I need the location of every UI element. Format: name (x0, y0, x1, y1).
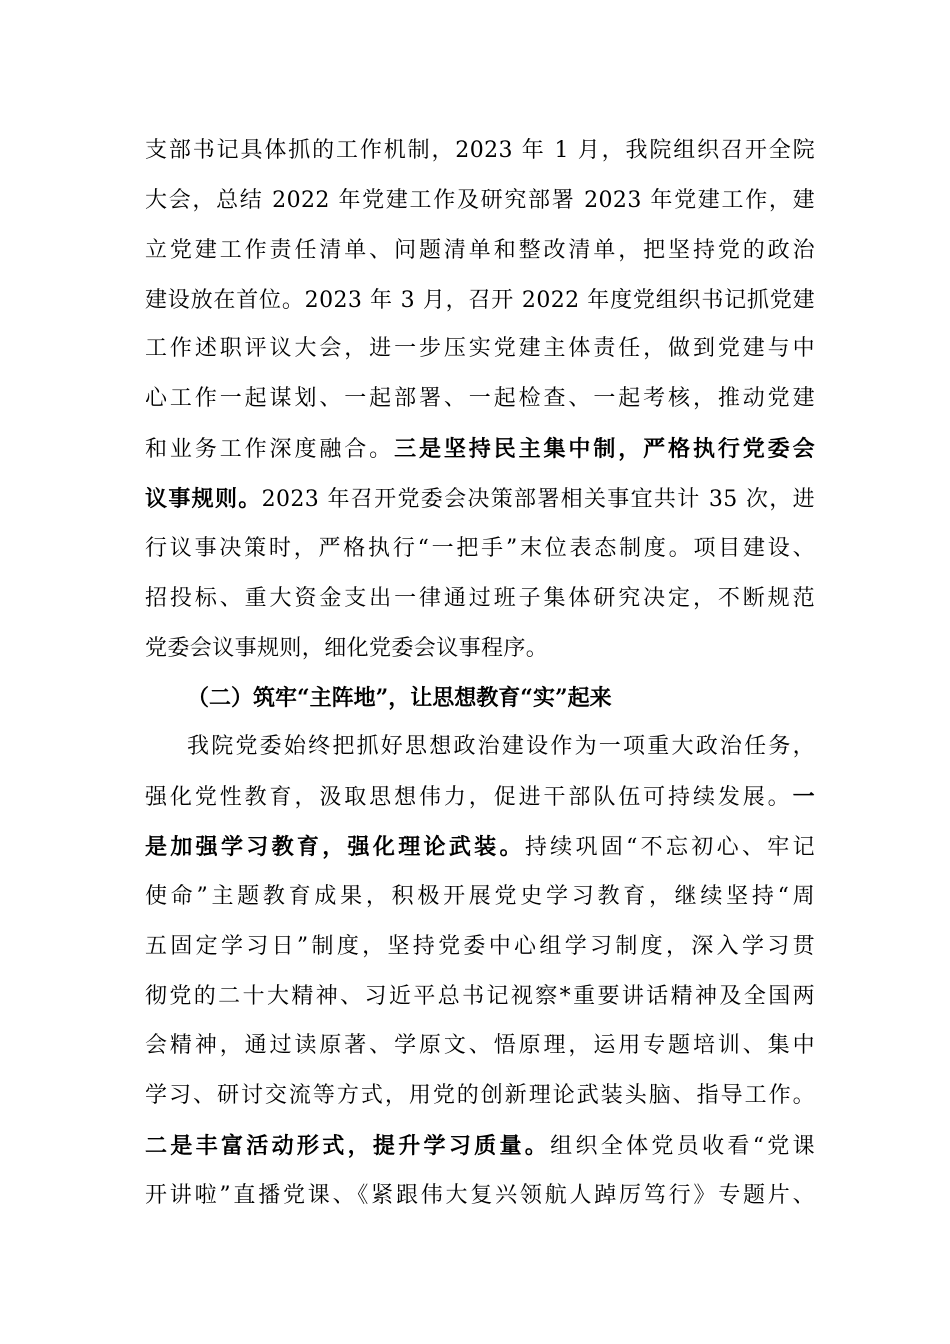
paragraph-line: 使命”主题教育成果，积极开展党史学习教育，继续坚持“周 (145, 884, 815, 909)
section-heading: （二）筑牢“主阵地”，让思想教育“实”起来 (187, 685, 612, 711)
paragraph-line: 会精神，通过读原著、学原文、悟原理，运用专题培训、集中 (145, 1033, 815, 1058)
paragraph-line: 心工作一起谋划、一起部署、一起检查、一起考核，推动党建 (145, 386, 815, 411)
paragraph-line (145, 776, 815, 818)
paragraph-line: 支部书记具体抓的工作机制，2023 年 1 月，我院组织召开全院 (145, 138, 815, 163)
paragraph-line: 彻党的二十大精神、习近平总书记视察*重要讲话精神及全国两 (145, 984, 815, 1009)
line-text: 2023 年召开党委会决策部署相关事宜共计 35 次，进 (261, 487, 815, 512)
paragraph-line: 行议事决策时，严格执行“一把手”末位表态制度。项目建设、 (145, 536, 815, 561)
paragraph-line: 建设放在首位。2023 年 3 月，召开 2022 年度党组织书记抓党建 (145, 288, 815, 313)
paragraph-line: 五固定学习日”制度，坚持党委中心组学习制度，深入学习贯 (145, 934, 815, 959)
paragraph-line: 我院党委始终把抓好思想政治建设作为一项重大政治任务， (187, 734, 815, 759)
paragraph-line (145, 428, 815, 470)
paragraph-line (145, 478, 815, 520)
bold-key-point: 是加强学习教育，强化理论武装。 (145, 834, 525, 860)
paragraph-line (145, 1125, 815, 1167)
bold-key-point: 一 (792, 784, 815, 810)
paragraph-line: 立党建工作责任清单、问题清单和整改清单，把坚持党的政治 (145, 238, 815, 263)
line-text: 组织全体党员收看“党课 (550, 1134, 815, 1159)
paragraph-line: 大会，总结 2022 年党建工作及研究部署 2023 年党建工作，建 (145, 188, 815, 213)
line-text: 强化党性教育，汲取思想伟力，促进干部队伍可持续发展。 (145, 785, 793, 810)
bold-key-point: 二是丰富活动形式，提升学习质量。 (145, 1133, 551, 1159)
paragraph-line: 党委会议事规则，细化党委会议事程序。 (145, 636, 549, 661)
line-text: 持续巩固“不忘初心、牢记 (524, 835, 815, 860)
paragraph-line (145, 826, 815, 868)
bold-key-point: 议事规则。 (145, 486, 262, 512)
paragraph-line: 工作述职评议大会，进一步压实党建主体责任，做到党建与中 (145, 336, 815, 361)
paragraph-line: 招投标、重大资金支出一律通过班子集体研究决定，不断规范 (145, 586, 815, 611)
bold-key-point: 三是坚持民主集中制，严格执行党委会 (394, 436, 815, 462)
paragraph-line: 学习、研讨交流等方式，用党的创新理论武装头脑、指导工作。 (145, 1083, 815, 1108)
paragraph-line: 开讲啦”直播党课、《紧跟伟大复兴领航人踔厉笃行》专题片、 (145, 1183, 815, 1208)
line-text: 和业务工作深度融合。 (145, 437, 395, 462)
